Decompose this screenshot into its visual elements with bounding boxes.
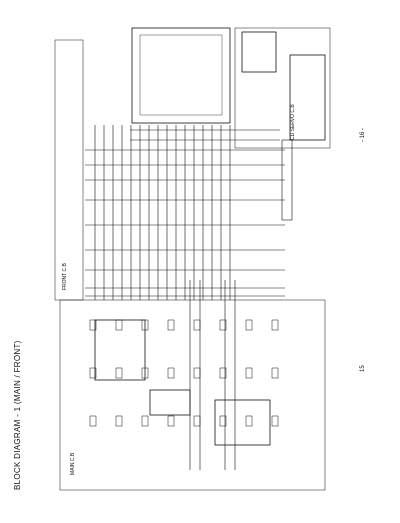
cd-servo-ic (242, 32, 276, 72)
component-mark (116, 320, 122, 330)
side-mark: 15 (360, 365, 366, 372)
audio-processor-ic (215, 400, 270, 445)
component-mark (194, 368, 200, 378)
component-mark (194, 320, 200, 330)
component-mark (116, 416, 122, 426)
component-mark (168, 320, 174, 330)
component-mark (116, 368, 122, 378)
main-microcontroller-inner (140, 35, 222, 115)
component-mark (246, 416, 252, 426)
component-mark (168, 368, 174, 378)
main-board-outline (60, 300, 325, 490)
component-mark (272, 320, 278, 330)
page-number: - 16 - (360, 127, 366, 142)
component-mark (272, 416, 278, 426)
main-microcontroller (132, 28, 230, 123)
component-mark (194, 416, 200, 426)
front-board-label: FRONT C.B (62, 263, 68, 290)
tuner-block (95, 320, 145, 380)
component-mark (90, 416, 96, 426)
component-mark (272, 368, 278, 378)
cd-servo-board-label: CD SERVO C.B (290, 104, 296, 140)
main-board-label: MAIN C.B (70, 452, 76, 475)
component-mark (246, 320, 252, 330)
front-board-outline (55, 40, 83, 300)
component-mark (168, 416, 174, 426)
component-mark (142, 416, 148, 426)
diagram-title: BLOCK DIAGRAM - 1 (MAIN / FRONT) (13, 340, 22, 490)
power-amp-ic (150, 390, 190, 415)
component-mark (246, 368, 252, 378)
